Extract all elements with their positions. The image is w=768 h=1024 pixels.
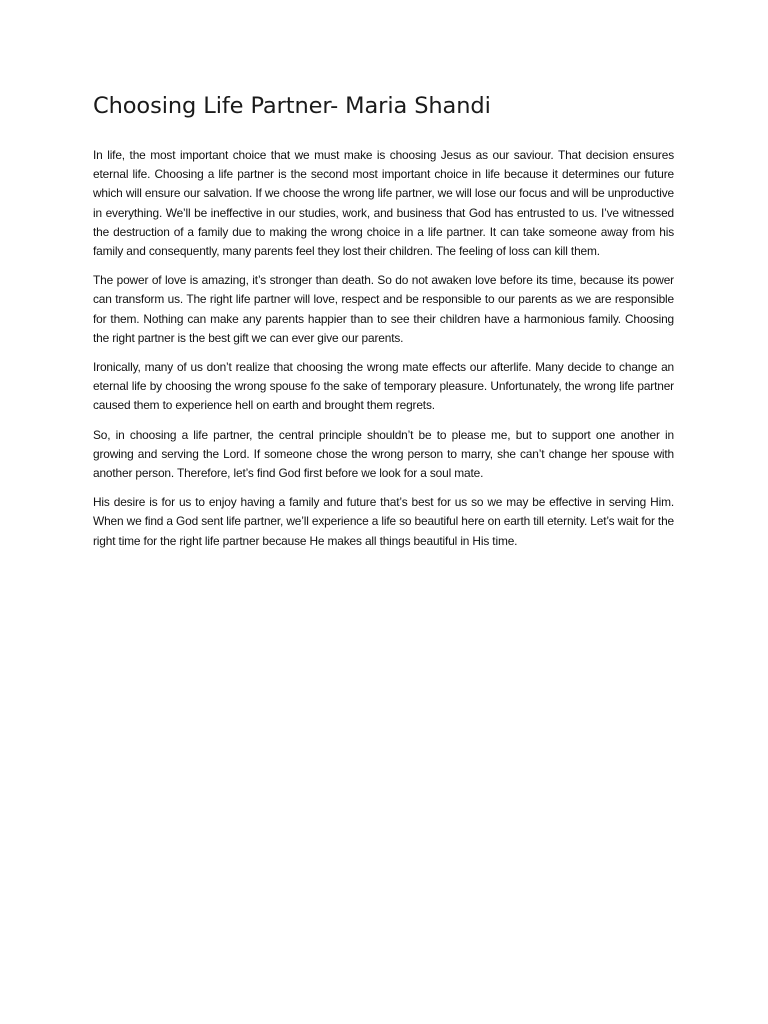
- paragraph-3: Ironically, many of us don’t realize that choosing the wrong mate effects our afterlife. Many decide to change an eternal life by choosing the wrong spouse fo the sake of temporary pleasure. Unfortunately, the wrong life partner caused them to experience hell on earth and brought them regrets.: [93, 360, 674, 413]
- paragraph-2: The power of love is amazing, it’s stronger than death. So do not awaken love before its time, because its power can transform us. The right life partner will love, respect and be responsible to our parents as we are responsible for them. Nothing can make any parents happier than to see their children have a harmonious family. Choosing the right partner is the best gift we can ever give our parents.: [93, 273, 674, 345]
- paragraph-4: So, in choosing a life partner, the central principle shouldn’t be to please me, but to support one another in growing and serving the Lord. If someone chose the wrong person to marry, she can’t change her spouse with another person. Therefore, let’s find God first before we look for a soul mate.: [93, 427, 674, 481]
- paragraph-5: His desire is for us to enjoy having a family and future that’s best for us so we may be effective in serving Him. When we find a God sent life partner, we’ll experience a life so beautiful here on earth till eternity. Let’s wait for the right time for the right life partner because He makes all things beautiful in His time.: [93, 495, 674, 548]
- document-title: Choosing Life Partner- Maria Shandi: [93, 93, 491, 119]
- paragraph-1: In life, the most important choice that we must make is choosing Jesus as our saviour. That decision ensures eternal life. Choosing a life partner is the second most important choice in life because it determines our future which will ensure our salvation. If we choose the wrong life partner, we will lose our focus and will be unproductive in everything. We’ll be ineffective in our studies, work, and business that God has entrusted to us. I’ve witnessed the destruction of a family due to making the wrong choice in a life partner. It can take someone away from his family and consequently, many parents feel they lost their children. The feeling of loss can kill them.: [93, 148, 674, 259]
